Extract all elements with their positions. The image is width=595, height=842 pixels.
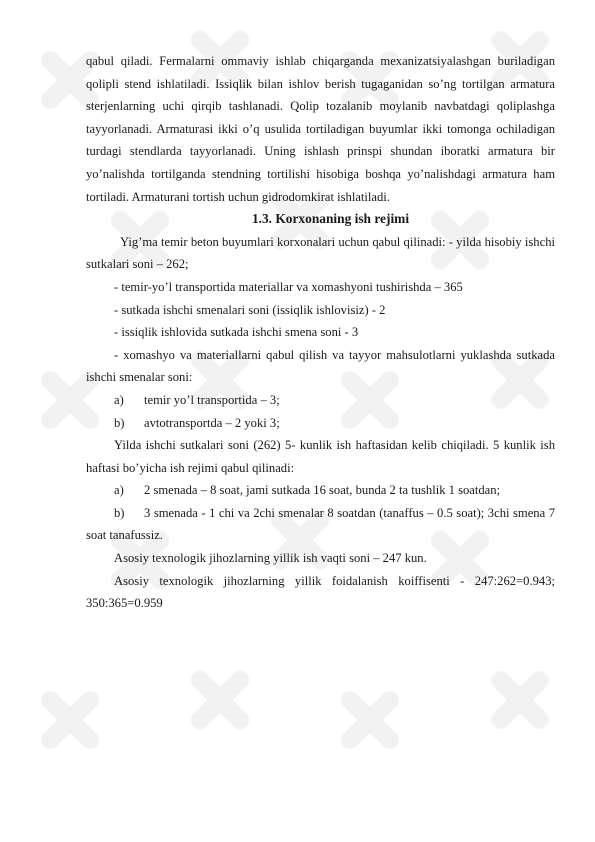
paragraph-intro: Yig’ma temir beton buyumlari korxonalari uchun qabul qilinadi: - yilda hisobiy ishchi sutkalari soni – 262; xyxy=(86,234,555,272)
paragraph-workweek: Yilda ishchi sutkalari soni (262) 5- kunlik ish haftasidan kelib chiqiladi. 5 kunlik ish haftasi bo’yicha ish rejimi qabul qilinadi: xyxy=(86,438,555,475)
list-item-a2 xyxy=(86,479,555,502)
list-item-dash-1: - temir-yo’l transportida materiallar va xomashyoni tushirishda – 365 xyxy=(114,279,463,294)
section-heading: 1.3. Korxonaning ish rejimi xyxy=(251,211,410,227)
list-item-a1 xyxy=(86,389,555,412)
list-item-b2 xyxy=(86,502,555,547)
list-item-text: temir yo’l transportida – 3; xyxy=(144,392,280,407)
list-marker: a) xyxy=(114,483,124,498)
list-marker: b) xyxy=(114,415,125,430)
list-item-text: 2 smenada – 8 soat, jami sutkada 16 soat, bunda 2 ta tushlik 1 soatdan; xyxy=(144,483,501,498)
list-marker: a) xyxy=(114,392,124,407)
list-item-dash-3: - issiqlik ishlovida sutkada ishchi smena soni - 3 xyxy=(114,325,359,340)
list-item-dash-4: - xomashyo va materiallarni qabul qilish va tayyor mahsulotlarni yuklashda sutkada ishchi smenalar soni: xyxy=(86,347,555,385)
list-item-dash-2: - sutkada ishchi smenalari soni (issiqlik ishlovisiz) - 2 xyxy=(114,302,386,317)
paragraph-stend: qabul qiladi. Fermalarni ommaviy ishlab chiqarganda mexanizatsiyalashgan buriladigan qolipli stend ishlatiladi. Issiqlik bilan ishlov berish tugaganidan so’ng tortilgan armatura sterjenlarning uchi qirqib tashlanadi. Qolip tozalanib moylanib navbatdagi qoliplashga tayyorlanadi. Armaturasi ikki o’q usulida tortiladigan buyumlar ikki tomonga ochiladigan turdagi stendlarda tayyorlanadi. Uning ishlash prinspi shundan iboratki armatura bir yo’nalishda tortilganda stendning tortilishi hisobiga boshqa yo’nalishdagi armatura ham tortiladi. Armaturani tortish uchun gidrodomkirat ishlatiladi. xyxy=(86,54,555,204)
paragraph-worktime: Asosiy texnologik jihozlarning yillik ish vaqti soni – 247 kun. xyxy=(114,551,427,566)
list-item-text: avtotransportda – 2 yoki 3; xyxy=(144,415,280,430)
list-item-b1 xyxy=(86,412,555,435)
document-body xyxy=(86,50,555,615)
paragraph-coefficient: Asosiy texnologik jihozlarning yillik foidalanish koiffisenti - 247:262=0.943; 350:365=0.959 xyxy=(86,573,555,611)
list-item-text: 3 smenada - 1 chi va 2chi smenalar 8 soatdan (tanaffus – 0.5 soat); 3chi smena 7 soat tanafussiz. xyxy=(86,505,555,543)
list-marker: b) xyxy=(114,505,125,520)
